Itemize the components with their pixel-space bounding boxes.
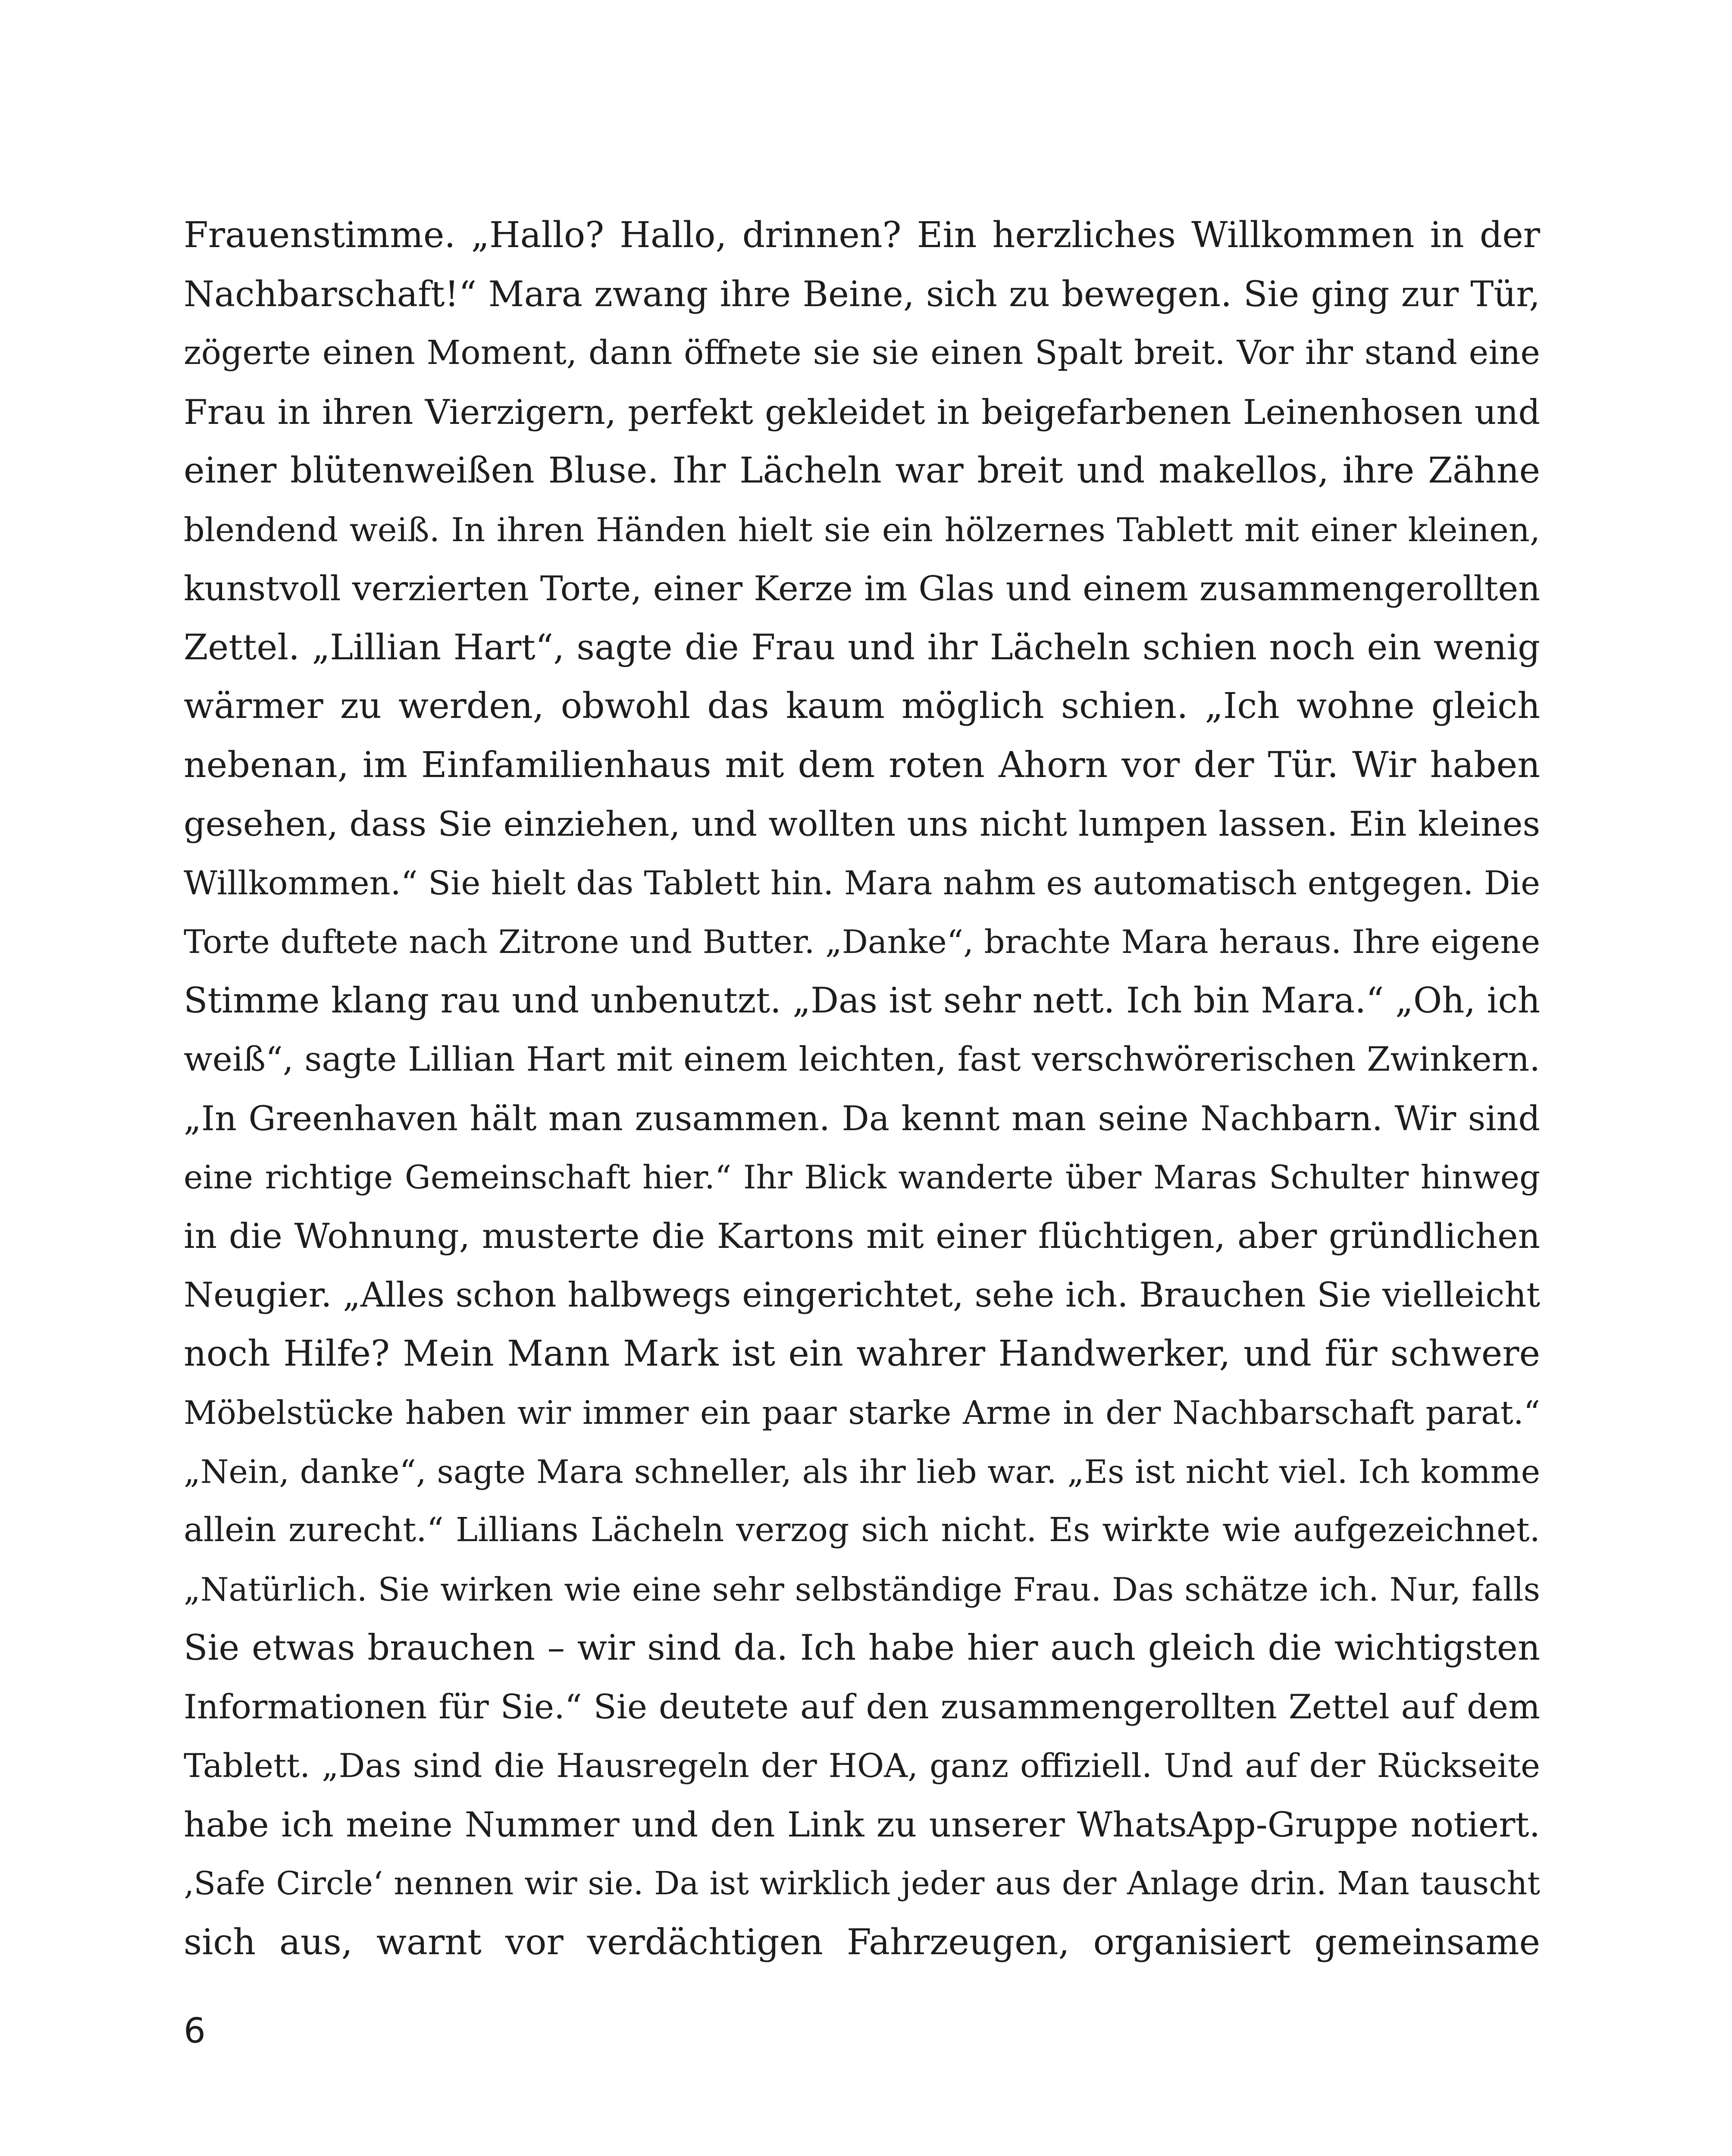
- text-line: kunstvoll verzierten Torte, einer Kerze im Glas und einem zusammengerollten: [184, 569, 1540, 608]
- text-line: Frauenstimme. „Hallo? Hallo, drinnen? Ein herzliches Willkommen in der: [184, 215, 1540, 256]
- text-line: „Natürlich. Sie wirken wie eine sehr selbständige Frau. Das schätze ich. Nur, falls: [184, 1570, 1540, 1608]
- text-line: Nachbarschaft!“ Mara zwang ihre Beine, sich zu bewegen. Sie ging zur Tür,: [184, 274, 1540, 315]
- text-line: Torte duftete nach Zitrone und Butter. „Danke“, brachte Mara heraus. Ihre eigene: [184, 923, 1540, 961]
- text-line: Zettel. „Lillian Hart“, sagte die Frau und ihr Lächeln schien noch ein wenig: [184, 627, 1540, 668]
- text-line: habe ich meine Nummer und den Link zu unserer WhatsApp-Gruppe notiert.: [184, 1804, 1540, 1845]
- text-line: Informationen für Sie.“ Sie deutete auf den zusammengerollten Zettel auf dem: [184, 1687, 1540, 1727]
- text-line: „In Greenhaven hält man zusammen. Da kennt man seine Nachbarn. Wir sind: [184, 1098, 1540, 1138]
- text-line: „Nein, danke“, sagte Mara schneller, als ihr lieb war. „Es ist nicht viel. Ich komme: [184, 1452, 1540, 1491]
- text-line: blendend weiß. In ihren Händen hielt sie ein hölzernes Tablett mit einer kleinen,: [184, 510, 1540, 549]
- text-line: einer blütenweißen Bluse. Ihr Lächeln war breit und makellos, ihre Zähne: [184, 450, 1540, 491]
- text-line: sich aus, warnt vor verdächtigen Fahrzeugen, organisiert gemeinsame: [184, 1921, 1540, 1963]
- text-line: weiß“, sagte Lillian Hart mit einem leichten, fast verschwörerischen Zwinkern.: [184, 1040, 1540, 1079]
- text-line: Willkommen.“ Sie hielt das Tablett hin. Mara nahm es automatisch entgegen. Die: [184, 863, 1540, 902]
- text-line: eine richtige Gemeinschaft hier.“ Ihr Blick wanderte über Maras Schulter hinweg: [184, 1158, 1540, 1196]
- text-line: Sie etwas brauchen – wir sind da. Ich habe hier auch gleich die wichtigsten: [184, 1628, 1540, 1668]
- text-line: allein zurecht.“ Lillians Lächeln verzog sich nicht. Es wirkte wie aufgezeichnet.: [184, 1511, 1540, 1549]
- text-line: Stimme klang rau und unbenutzt. „Das ist sehr nett. Ich bin Mara.“ „Oh, ich: [184, 980, 1540, 1021]
- text-line: nebenan, im Einfamilienhaus mit dem roten Ahorn vor der Tür. Wir haben: [184, 744, 1540, 786]
- text-line: ‚Safe Circle‘ nennen wir sie. Da ist wirklich jeder aus der Anlage drin. Man tauscht: [184, 1865, 1540, 1902]
- body-text: [184, 206, 1540, 1972]
- text-line: wärmer zu werden, obwohl das kaum möglich schien. „Ich wohne gleich: [184, 686, 1540, 727]
- text-line: Möbelstücke haben wir immer ein paar starke Arme in der Nachbarschaft parat.“: [184, 1394, 1540, 1432]
- text-line: Neugier. „Alles schon halbwegs eingerichtet, sehe ich. Brauchen Sie vielleicht: [184, 1275, 1540, 1315]
- page-number: 6: [184, 2011, 206, 2051]
- text-line: Tablett. „Das sind die Hausregeln der HOA, ganz offiziell. Und auf der Rückseite: [184, 1746, 1540, 1785]
- text-line: Frau in ihren Vierzigern, perfekt gekleidet in beigefarbenen Leinenhosen und: [184, 392, 1540, 432]
- text-line: zögerte einen Moment, dann öffnete sie sie einen Spalt breit. Vor ihr stand eine: [184, 334, 1540, 372]
- text-line: in die Wohnung, musterte die Kartons mit einer flüchtigen, aber gründlichen: [184, 1216, 1540, 1256]
- text-line: noch Hilfe? Mein Mann Mark ist ein wahrer Handwerker, und für schwere: [184, 1333, 1540, 1374]
- text-line: gesehen, dass Sie einziehen, und wollten uns nicht lumpen lassen. Ein kleines: [184, 804, 1540, 844]
